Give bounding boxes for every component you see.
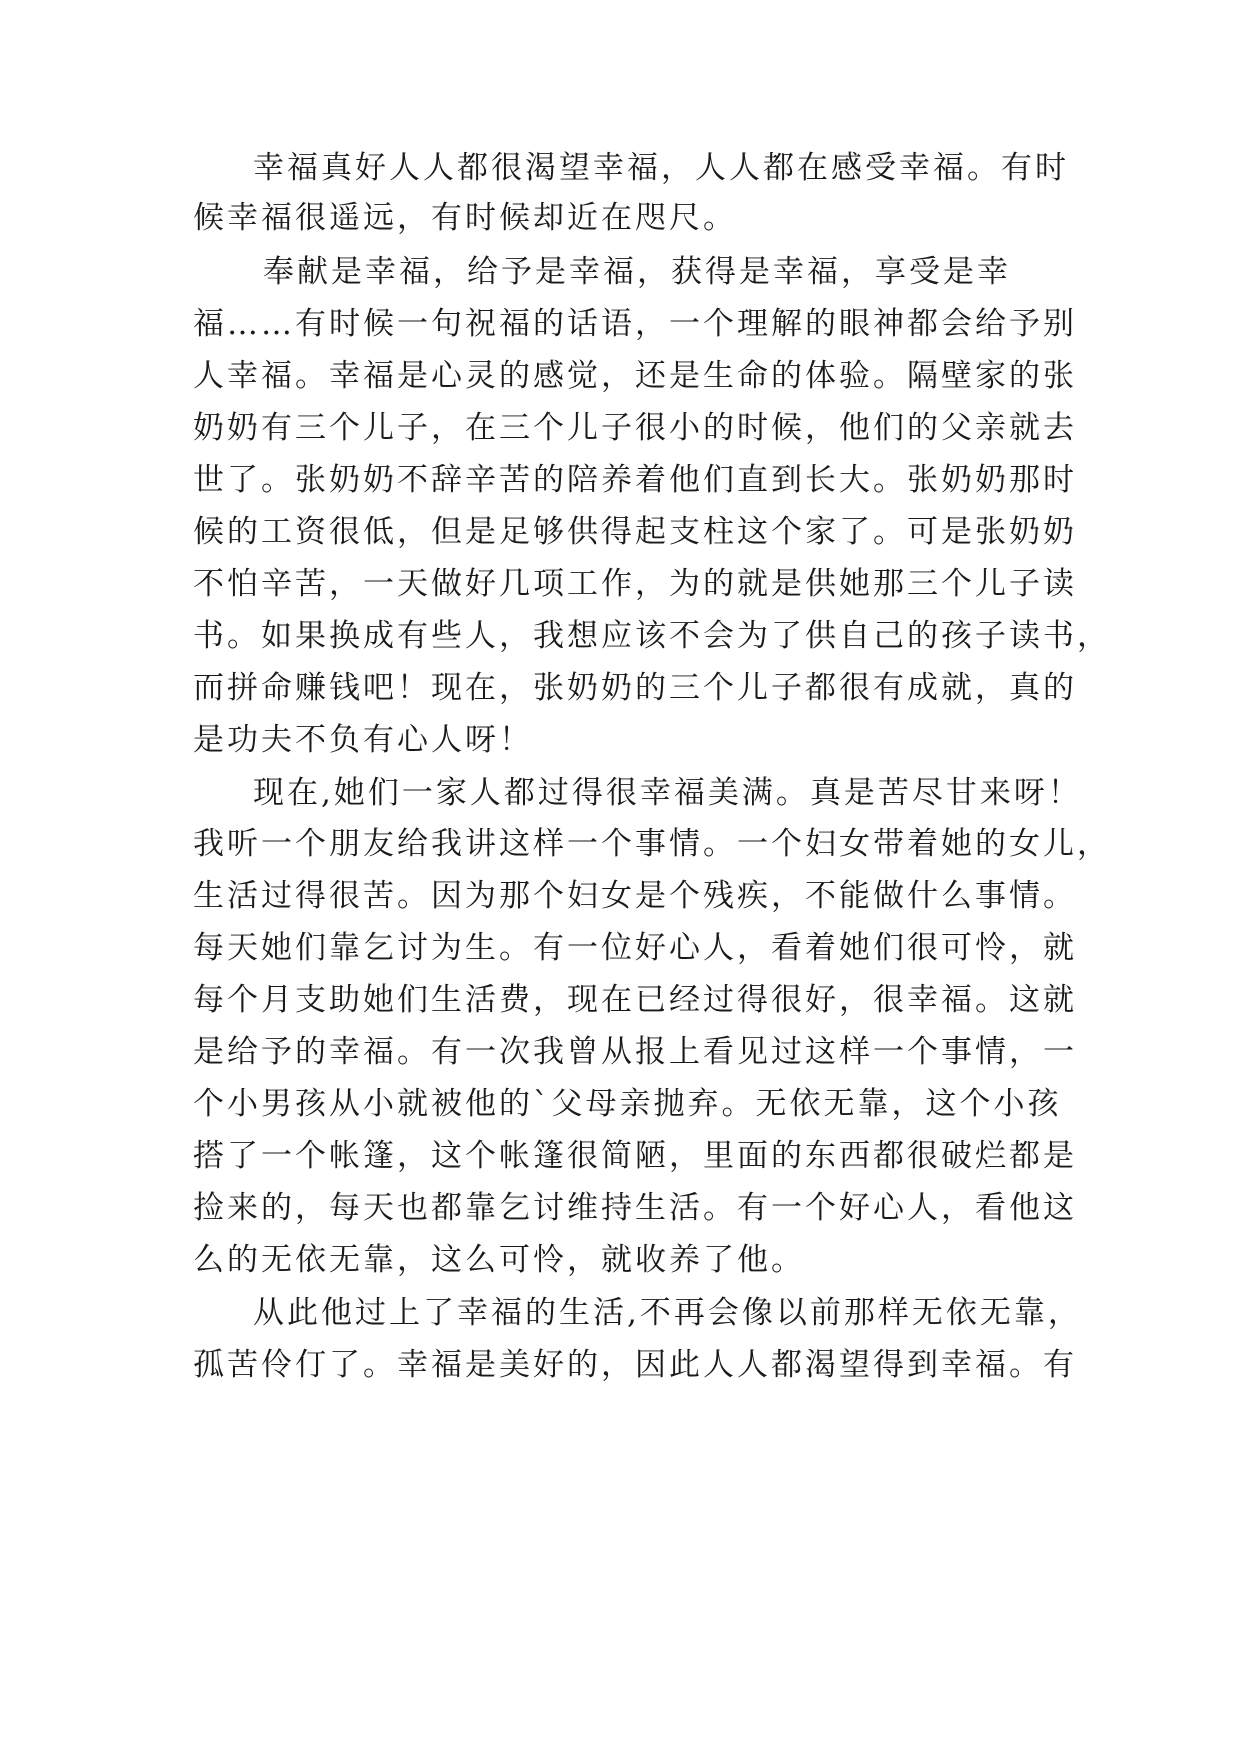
text-line-23: 从此他过上了幸福的生活,不再会像以前那样无依无靠，	[253, 1295, 1082, 1331]
text-line-4: 福……有时候一句祝福的话语，一个理解的眼神都会给予别	[193, 306, 1077, 342]
text-line-13: 现在,她们一家人都过得很幸福美满。真是苦尽甘来呀！	[253, 775, 1082, 811]
text-line-5: 人幸福。幸福是心灵的感觉，还是生命的体验。隔壁家的张	[193, 358, 1077, 394]
text-line-3: 奉献是幸福，给予是幸福，获得是幸福，享受是幸	[263, 254, 1011, 290]
text-line-18: 是给予的幸福。有一次我曾从报上看见过这样一个事情，一	[193, 1034, 1077, 1070]
text-line-19: 个小男孩从小就被他的`父母亲抛弃。无依无靠，这个小孩	[193, 1086, 1062, 1122]
text-line-15: 生活过得很苦。因为那个妇女是个残疾，不能做什么事情。	[193, 878, 1077, 914]
text-line-20: 搭了一个帐篷，这个帐篷很简陋，里面的东西都很破烂都是	[193, 1138, 1077, 1174]
text-line-24: 孤苦伶仃了。幸福是美好的，因此人人都渴望得到幸福。有	[193, 1347, 1077, 1383]
text-line-9: 不怕辛苦，一天做好几项工作，为的就是供她那三个儿子读	[193, 566, 1077, 602]
text-line-2: 候幸福很遥远，有时候却近在咫尺。	[193, 200, 737, 236]
text-line-1: 幸福真好人人都很渴望幸福，人人都在感受幸福。有时	[253, 150, 1069, 186]
text-line-21: 捡来的，每天也都靠乞讨维持生活。有一个好心人，看他这	[193, 1190, 1077, 1226]
text-line-17: 每个月支助她们生活费，现在已经过得很好，很幸福。这就	[193, 982, 1077, 1018]
text-line-10: 书。如果换成有些人，我想应该不会为了供自己的孩子读书，	[193, 618, 1111, 654]
text-line-16: 每天她们靠乞讨为生。有一位好心人，看着她们很可怜，就	[193, 930, 1077, 966]
text-line-12: 是功夫不负有心人呀！	[193, 722, 533, 758]
text-line-7: 世了。张奶奶不辞辛苦的陪养着他们直到长大。张奶奶那时	[193, 462, 1077, 498]
text-line-22: 么的无依无靠，这么可怜，就收养了他。	[193, 1242, 805, 1278]
text-line-6: 奶奶有三个儿子，在三个儿子很小的时候，他们的父亲就去	[193, 410, 1077, 446]
text-line-14: 我听一个朋友给我讲这样一个事情。一个妇女带着她的女儿，	[193, 826, 1111, 862]
text-line-11: 而拼命赚钱吧！现在，张奶奶的三个儿子都很有成就，真的	[193, 670, 1077, 706]
text-line-8: 候的工资很低，但是足够供得起支柱这个家了。可是张奶奶	[193, 514, 1077, 550]
